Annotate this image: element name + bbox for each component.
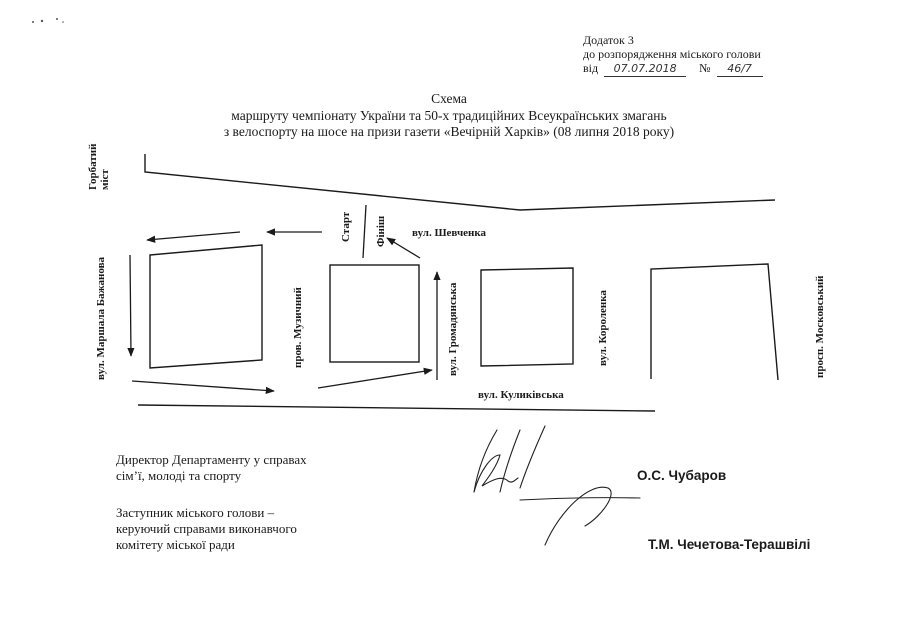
gorbaty-label-2: міст — [99, 169, 111, 190]
from-label: від — [583, 61, 599, 75]
block-2 — [330, 265, 419, 362]
director-title — [116, 452, 307, 484]
block-3 — [481, 268, 573, 366]
start-label: Старт — [340, 211, 352, 242]
route-arrow-east-bottom-right — [318, 370, 432, 388]
deputy-signature — [520, 487, 640, 545]
deputy-title-line3: комітету міської ради — [116, 537, 235, 552]
moskovskyi-label: просп. Московський — [814, 275, 826, 378]
order-number: 46/7 — [727, 62, 752, 75]
appendix-line1: Додаток 3 — [583, 33, 634, 47]
shevchenka-label: вул. Шевченка — [412, 227, 487, 239]
kulykivska-label: вул. Куликівська — [478, 389, 564, 401]
muzychnyi-label: пров. Музичний — [292, 287, 304, 368]
block-1 — [150, 245, 262, 368]
korolenka-label: вул. Короленка — [597, 290, 609, 366]
hromadianska-label: вул. Громадянська — [447, 282, 459, 376]
deputy-name: Т.М. Чечетова-Терашвілі — [648, 537, 811, 552]
top-road-line — [145, 154, 775, 210]
title-line3: з велоспорту на шосе на призи газети «Вечірній Харків» (08 липня 2018 року) — [223, 124, 675, 139]
block-4 — [651, 264, 778, 380]
route-arrow-west-top-left — [147, 232, 240, 240]
title-line1: Схема — [431, 91, 467, 106]
director-title-line2: сім’ї, молоді та спорту — [116, 468, 242, 483]
bottom-road-line — [138, 405, 655, 411]
director-signature — [474, 426, 545, 492]
route-arrow-to-finish — [387, 238, 420, 258]
scan-specks — [32, 18, 64, 23]
finish-label: Фініш — [375, 215, 387, 247]
route-arrow-south — [130, 255, 131, 356]
deputy-title-line2: керуючий справами виконавчого — [116, 521, 297, 536]
bazhanova-label: вул. Маршала Бажанова — [95, 256, 107, 380]
deputy-title-line1: Заступник міського голови – — [116, 505, 275, 520]
route-arrow-east-bottom-left — [132, 381, 274, 391]
deputy-title — [116, 505, 297, 553]
appendix-line2: до розпорядження міського голови — [583, 47, 761, 61]
number-label: № — [699, 61, 711, 75]
order-date: 07.07.2018 — [613, 62, 677, 75]
title-line2: маршруту чемпіонату України та 50-х традиційних Всеукраїнських змагань — [231, 107, 667, 123]
gorbaty-label-1: Горбатий — [87, 143, 99, 190]
director-title-line1: Директор Департаменту у справах — [116, 452, 307, 467]
director-name: О.С. Чубаров — [637, 468, 727, 483]
start-finish-line — [363, 205, 366, 258]
